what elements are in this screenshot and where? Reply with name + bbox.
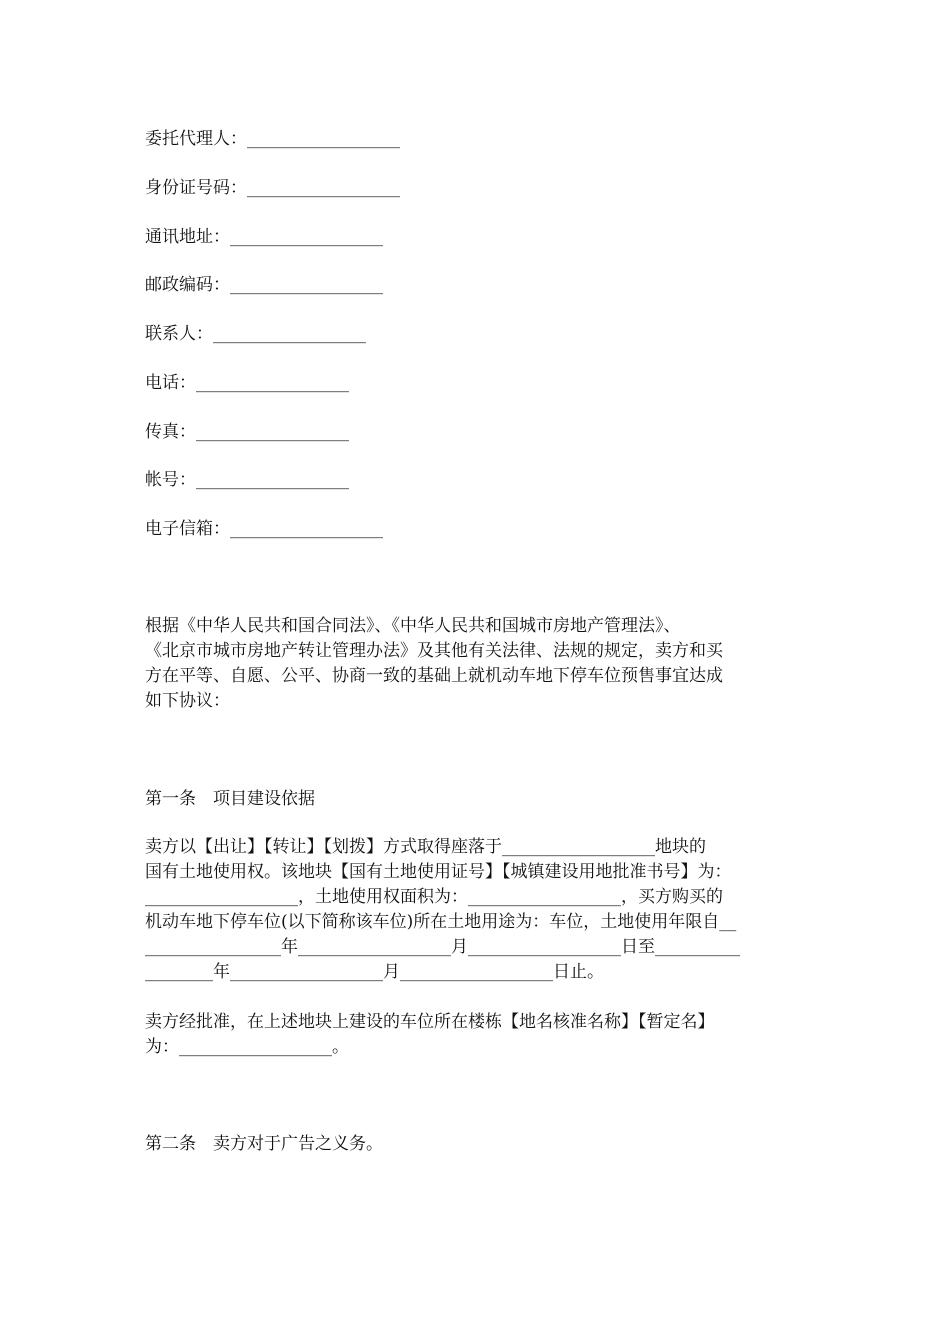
preamble-paragraph <box>145 614 817 714</box>
field-postcode: 邮政编码：__________________ <box>145 275 383 295</box>
preamble-line: 《北京市城市房地产转让管理办法》及其他有关法律、法规的规定，卖方和买 <box>145 641 723 661</box>
field-account: 帐号：__________________ <box>145 470 349 490</box>
field-email: 电子信箱：__________________ <box>145 519 383 539</box>
paragraph-line: __________________，土地使用权面积为：__________________，买方购买的 <box>145 887 723 907</box>
field-fax: 传真：__________________ <box>145 422 349 442</box>
field-agent: 委托代理人：__________________ <box>145 129 400 149</box>
paragraph-line: ________________年__________________月__________________日至__________ <box>145 937 740 957</box>
article-1-paragraph-1 <box>145 835 817 985</box>
paragraph-line: 机动车地下停车位(以下简称该车位)所在土地用途为：车位，土地使用年限自__ <box>145 912 737 932</box>
paragraph-line: 卖方经批准，在上述地块上建设的车位所在楼栋【地名核准名称】【暂定名】 <box>145 1012 715 1032</box>
article-2-heading: 第二条 卖方对于广告之义务。 <box>145 1134 383 1154</box>
field-id-number: 身份证号码：__________________ <box>145 178 400 198</box>
paragraph-line: 为：__________________。 <box>145 1037 349 1057</box>
article-1-heading: 第一条 项目建设依据 <box>145 789 315 809</box>
field-contact: 联系人：__________________ <box>145 324 366 344</box>
preamble-line: 如下协议： <box>145 691 230 711</box>
preamble-line: 根据《中华人民共和国合同法》、《中华人民共和国城市房地产管理法》、 <box>145 616 681 636</box>
paragraph-line: ________年__________________月__________________日止。 <box>145 962 604 982</box>
preamble-line: 方在平等、自愿、公平、协商一致的基础上就机动车地下停车位预售事宜达成 <box>145 666 723 686</box>
paragraph-line: 国有土地使用权。该地块【国有土地使用证号】【城镇建设用地批准书号】为： <box>145 862 732 882</box>
article-1-paragraph-2 <box>145 1010 817 1060</box>
paragraph-line: 卖方以【出让】【转让】【划拨】方式取得座落于__________________地块的 <box>145 837 706 857</box>
field-phone: 电话：__________________ <box>145 373 349 393</box>
field-address: 通讯地址：__________________ <box>145 227 383 247</box>
